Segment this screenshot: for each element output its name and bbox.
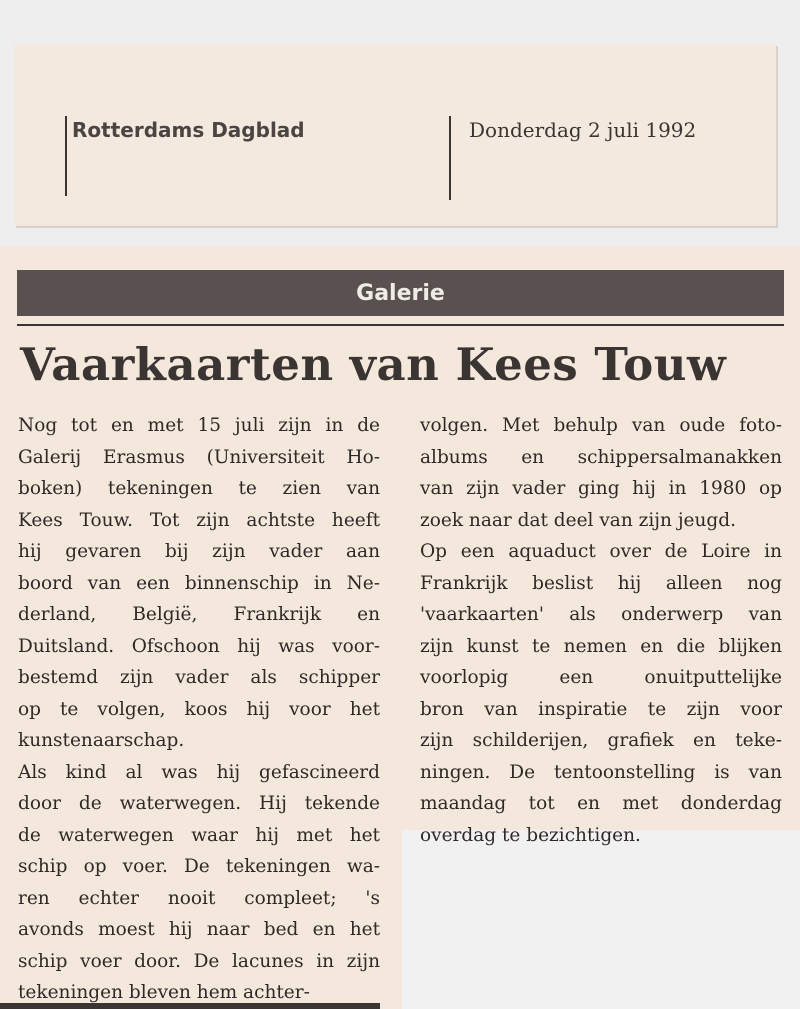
text-line: Op een aquaduct over de Loire in xyxy=(420,541,782,562)
publication-date: Donderdag 2 juli 1992 xyxy=(469,118,697,142)
text-line: boken) tekeningen te zien van xyxy=(18,478,380,499)
text-line: Galerij Erasmus (Universiteit Ho- xyxy=(18,446,380,468)
text-line: zijn kunst te nemen en die blijken xyxy=(420,635,782,657)
text-line: de waterwegen waar hij met het xyxy=(18,824,380,846)
text-line: Kees Touw. Tot zijn achtste heeft xyxy=(18,509,380,531)
divider xyxy=(17,324,784,326)
header-rule-right xyxy=(449,116,451,200)
section-banner xyxy=(17,270,784,316)
text-line: 'vaarkaarten' als onderwerp van xyxy=(420,604,782,625)
text-line: Als kind al was hij gefascineerd xyxy=(18,761,380,783)
divider-bottom xyxy=(0,1003,380,1009)
text-line: Duitsland. Ofschoon hij was voor- xyxy=(18,635,380,657)
text-line: op te volgen, koos hij voor het xyxy=(18,698,380,720)
text-line: kunstenaarschap. xyxy=(18,730,185,751)
header-rule-left xyxy=(65,116,67,196)
text-line: ningen. De tentoonstelling is van xyxy=(420,761,782,783)
text-line: avonds moest hij naar bed en het xyxy=(18,919,380,940)
text-line: schip voer door. De lacunes in zijn xyxy=(18,950,380,972)
text-line: zoek naar dat deel van zijn jeugd. xyxy=(420,509,736,531)
text-line: tekeningen bleven hem achter- xyxy=(18,982,310,1003)
text-line: ren echter nooit compleet; 's xyxy=(18,887,380,909)
text-line: hij gevaren bij zijn vader aan xyxy=(18,541,380,562)
text-line: derland, België, Frankrijk en xyxy=(18,604,380,625)
text-line: bestemd zijn vader als schipper xyxy=(18,667,380,688)
text-line: Frankrijk beslist hij alleen nog xyxy=(420,572,782,594)
article-headline: Vaarkaarten van Kees Touw xyxy=(20,338,727,391)
text-line: maandag tot en met donderdag xyxy=(420,793,782,814)
text-line: albums en schippersalmanakken xyxy=(420,446,782,468)
text-line: voorlopig een onuitputtelijke xyxy=(420,667,782,688)
text-line: bron van inspiratie te zijn voor xyxy=(420,698,782,720)
text-line: door de waterwegen. Hij tekende xyxy=(18,793,380,814)
background-area xyxy=(402,830,800,1009)
text-line: van zijn vader ging hij in 1980 op xyxy=(420,478,782,499)
article-column-right xyxy=(420,410,782,851)
newspaper-name: Rotterdams Dagblad xyxy=(72,118,305,142)
text-line: overdag te bezichtigen. xyxy=(420,824,641,846)
text-line: Nog tot en met 15 juli zijn in de xyxy=(18,415,380,436)
text-line: schip op voer. De tekeningen wa- xyxy=(18,856,380,877)
section-title: Galerie xyxy=(356,280,445,306)
text-line: zijn schilderijen, grafiek en teke- xyxy=(420,730,782,751)
article-column-left xyxy=(18,410,380,1009)
text-line: boord van een binnenschip in Ne- xyxy=(18,572,380,594)
text-line: volgen. Met behulp van oude foto- xyxy=(420,415,782,436)
